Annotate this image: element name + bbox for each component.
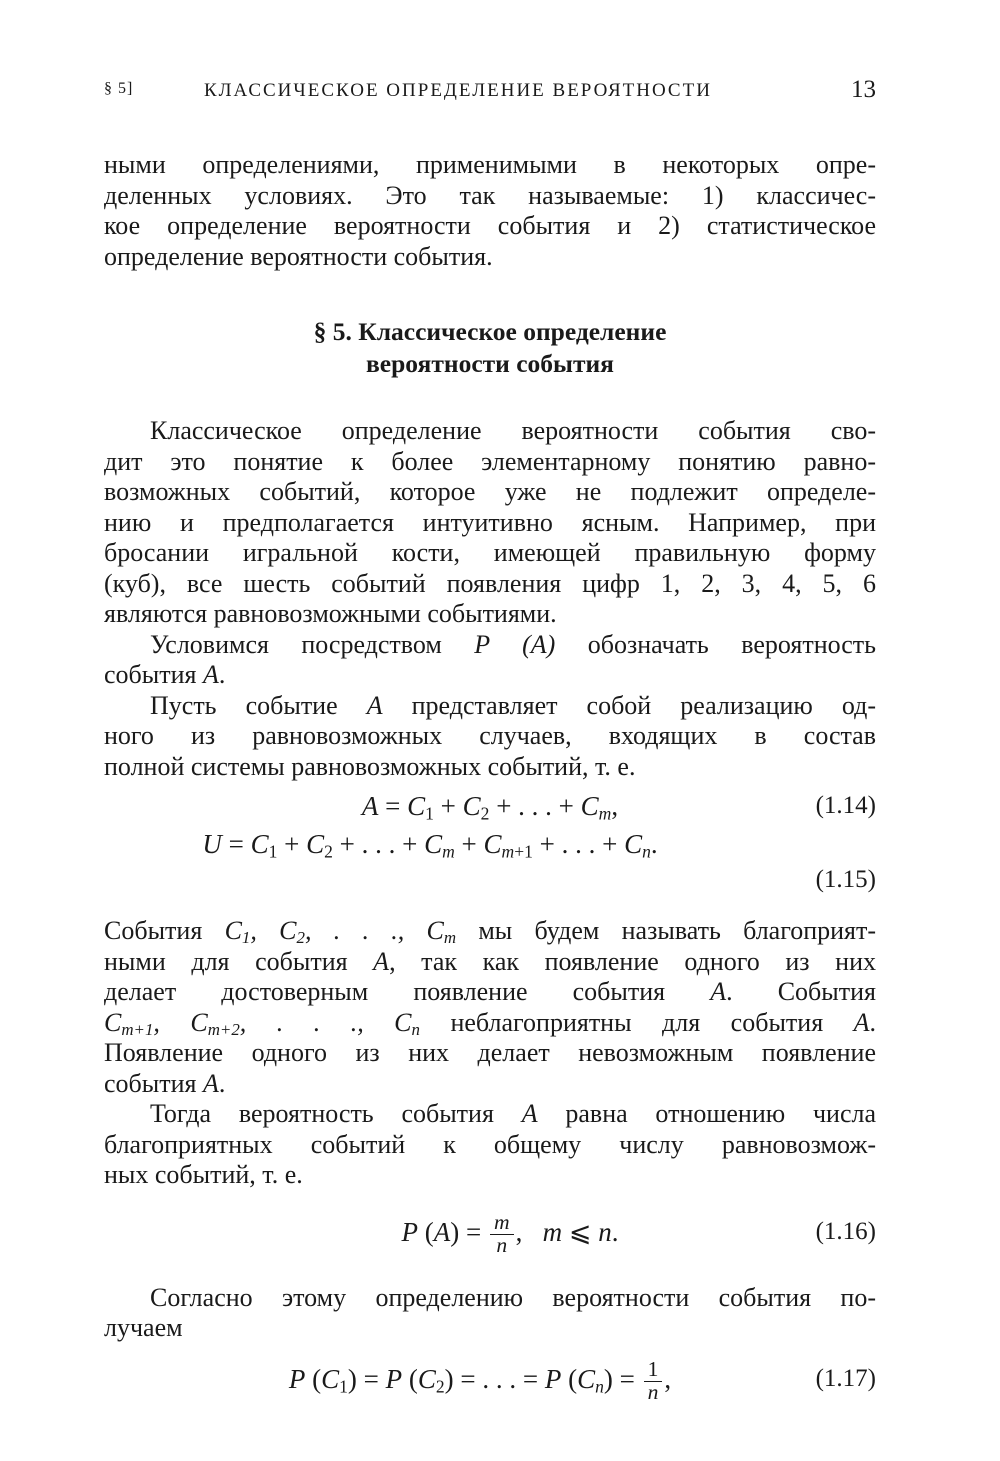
text-line: дит это понятие к более элементарному понятию равно-: [104, 446, 876, 476]
equation-body: $U = C_1 + C_2$ + . . . + $C_m + C_{m+1}$ + . . . + $C_n$.: [202, 829, 658, 862]
math-symbol: A: [202, 1068, 219, 1098]
equation-1-15: [104, 824, 876, 864]
equation-number: (1.17): [815, 1364, 876, 1392]
equation-1-14: [104, 786, 876, 826]
math-symbol: A: [366, 690, 383, 720]
text-line: нию и предполагается интуитивно ясным. Например, при: [104, 507, 876, 537]
text-line: определение вероятности события.: [104, 241, 493, 271]
math-symbol: A: [202, 660, 219, 689]
text-line: Согласно этому определению вероятности события по-: [150, 1282, 876, 1312]
paragraph-probability: [104, 1099, 876, 1191]
text-line: Условимся посредством P (A) обозначать вероятность: [150, 629, 877, 659]
paragraph-consequence: [104, 1283, 876, 1344]
text-line: $C_{m+1}$, $C_{m+2}$, . . ., $C_n$ неблагоприятны для события A.: [104, 1007, 877, 1039]
paragraph-event-a: [104, 691, 876, 783]
section-heading: [104, 316, 876, 380]
text-line: Тогда вероятность события A равна отношению числа: [150, 1099, 876, 1128]
intro-paragraph: [104, 150, 876, 272]
text-line: Классическое определение вероятности события сво-: [150, 416, 876, 445]
text-line: ными для события A, так как появление одного из них: [104, 946, 876, 976]
text-line: ными определениями, применимыми в некоторых опре-: [104, 150, 876, 179]
text-line: (куб), все шесть событий появления цифр 1, 2, 3, 4, 5, 6: [104, 568, 876, 598]
math-symbol: A: [853, 1007, 870, 1037]
text-line: делает достоверным появление события A. События: [104, 977, 876, 1006]
equation-body: $A = C_1 + C_2$ + . . . + $C_m$,: [361, 791, 619, 824]
page-number: 13: [851, 76, 876, 103]
text-line: возможных событий, которое уже не подлежит определе-: [104, 477, 876, 506]
paragraph-notation: [104, 630, 876, 691]
equation-number: (1.15): [815, 866, 876, 893]
header-running-title: КЛАССИЧЕСКОЕ ОПРЕДЕЛЕНИЕ ВЕРОЯТНОСТИ: [204, 80, 712, 101]
text-line: ных событий, т. е.: [104, 1160, 303, 1189]
equation-1-15-number-row: [104, 860, 876, 900]
equation-1-16: [104, 1201, 876, 1263]
section-heading-line: § 5. Классическое определение: [313, 317, 667, 346]
equation-number: (1.14): [815, 792, 876, 819]
equation-number: (1.16): [815, 1217, 876, 1245]
header-section-ref: § 5]: [104, 80, 134, 97]
text-line: лучаем: [104, 1313, 183, 1342]
math-symbol: A: [521, 1099, 538, 1128]
text-line: являются равновозможными событиями.: [104, 599, 557, 628]
fraction: $\frac{1}{n}$: [644, 1359, 663, 1403]
math-symbol: A: [373, 946, 390, 976]
math-expression: $C_{m+1}$, $C_{m+2}$, . . ., $C_n$: [104, 1007, 420, 1039]
text-line: Пусть событие A представляет собой реализацию од-: [150, 690, 877, 720]
text-line: события A.: [104, 660, 226, 689]
text-line: кое определение вероятности события и 2) статистическое: [104, 211, 876, 240]
math-expression: $C_1$, $C_2$, . . ., $C_m$: [224, 916, 457, 948]
text-line: ного из равновозможных случаев, входящих в состав: [104, 721, 876, 750]
equation-body: P (A) = $\frac{m}{n}$ , m ⩽ n.: [401, 1210, 619, 1257]
text-line: бросании игральной кости, имеющей правильную форму: [104, 538, 876, 567]
math-symbol: P (A): [474, 629, 556, 659]
text-line: События $C_1$, $C_2$, . . ., $C_m$ мы будем называть благоприят-: [104, 916, 877, 948]
equation-1-17: [104, 1348, 876, 1410]
text-line: события A.: [104, 1068, 226, 1098]
math-symbol: A: [710, 977, 727, 1006]
page-body: [104, 150, 876, 1410]
section-heading-line: вероятности события: [366, 349, 614, 378]
text-line: Появление одного из них делает невозможным появление: [104, 1038, 876, 1067]
running-header: [104, 76, 876, 106]
text-line: деленных условиях. Это так называемые: 1) классичес-: [104, 180, 876, 210]
fraction: $\frac{m}{n}$: [490, 1212, 514, 1256]
paragraph-favourable: [104, 916, 876, 1099]
paragraph-definition: [104, 416, 876, 630]
equation-body: P $(C_1) = P$ $(C_2)$ = . . . = P $(C_n)$ = $\frac{1}{n}$ ,: [288, 1357, 672, 1404]
text-line: благоприятных событий к общему числу равновозмож-: [104, 1129, 876, 1159]
text-line: полной системы равновозможных событий, т. е.: [104, 751, 636, 781]
